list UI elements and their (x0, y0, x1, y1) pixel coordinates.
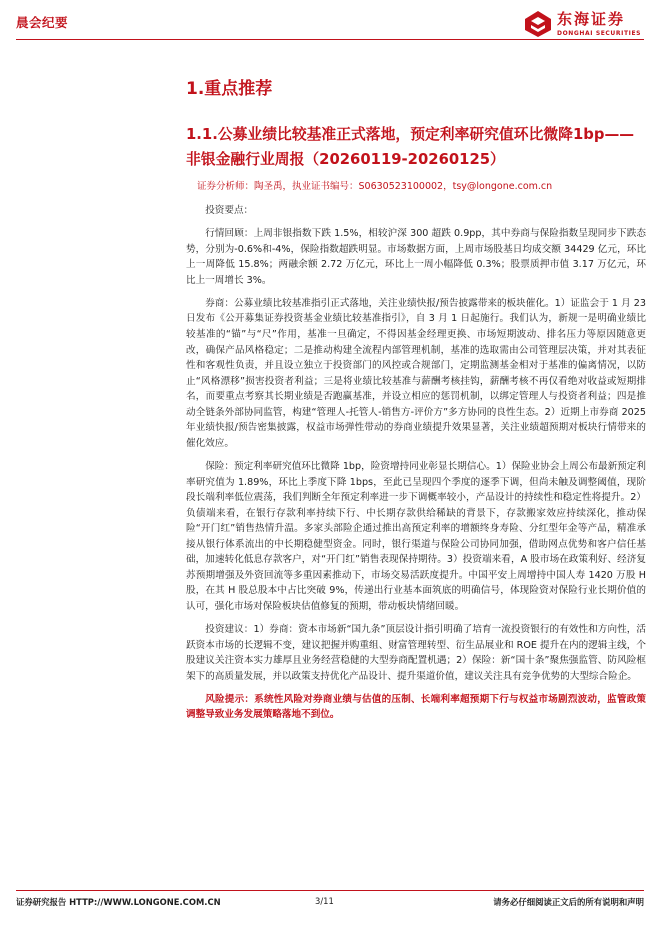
donghai-securities-logo (523, 8, 653, 42)
paragraph-market-review: 行情回顾：上周非银指数下跌 1.5%，相较沪深 300 超跌 0.9pp，其中券商与保险指数呈现同步下跌态势，分别为-0.6%和-4%，保险指数超跌明显。市场数据方面，上周市场股基日均成交额 34429 亿元，环比上一周降低 15.8%；两融余额 2.72 万亿元，环比上一周小幅降低 0.3%；股票质押市值 3.17 万亿元，环比上一周增长 3%。 (186, 228, 646, 286)
author-line: 证券分析师：陶圣禹，执业证书编号：S0630523100002，tsy@longone.com.cn (197, 181, 553, 192)
paragraph-key-points: 投资要点： (205, 205, 254, 216)
paragraph-insurance: 保险：预定利率研究值环比微降 1bp，险资增持同业彰显长期信心。1）保险业协会上周公布最新预定利率研究值为 1.89%，环比上季度下降 1bps，至此已呈现四个季度的逐季下调，但尚未触及调整阈值，现阶段长端利率低位震荡，我们判断全年预定利率进一步下调概率较小，产品设计的持续性和稳定性将提升。2）负债端来看，在银行存款利率持续下行、中长期存款供给稀缺的背景下，存款搬家效应持续深化，推动保险“开门红”销售热情升温。多家头部险企通过推出高预定利率的增额终身寿险、分红型年金等产品，精准承接从银行体系流出的中长期稳健型资金。同时，银行渠道与保险公司协同加强，借助网点优势和客户信任基础，加速转化低息存款客户，对“开门红”销售表现保持期待。3）投资端来看，A 股市场在政策利好、经济复苏预期增强及外资回流等多重因素推动下，市场交易活跃度提升。中国平安上周增持中国人寿 1420 万股 H 股，在其 H 股总股本中占比突破 9%，传递出行业基本面筑底的明确信号，体现险资对保险行业长期价值的认可，强化市场对保险板块估值修复的预期，带动板块情绪回暖。 (186, 460, 646, 612)
logo-english-name: DONGHAI SECURITIES (557, 30, 642, 37)
risk-warning-label: 风险提示： (205, 693, 255, 705)
risk-warning-text: 系统性风险对券商业绩与估值的压制、长端利率超预期下行与权益市场剧烈波动，监管政策调整导致业务发展策略落地不到位。 (186, 693, 647, 721)
footer-divider (16, 890, 644, 891)
footer-report-url: 证券研究报告 HTTP://WWW.LONGONE.COM.CN (16, 897, 221, 907)
logo-chinese-name: 东海证券 (557, 10, 626, 28)
report-type-title: 晨会纪要 (16, 15, 69, 30)
header-divider (16, 39, 644, 40)
page-number: 3/11 (315, 896, 334, 906)
paragraph-investment-advice: 投资建议：1）券商：资本市场新“国九条”顶层设计指引明确了培育一流投资银行的有效性和方向性，活跃资本市场的长逻辑不变，建议把握并购重组、财富管理转型、衍生品展业和 ROE 提升在内的逻辑主线，个股建议关注资本实力雄厚且业务经营稳健的大型券商配置机遇；2）保险：新“国十条”聚焦强监管、防风险框架下的高质量发展，并以政策支持优化产品设计、提升渠道价值，建议关注具有竞争优势的大型综合险企。 (186, 624, 646, 682)
section-title: 1.重点推荐 (186, 79, 273, 99)
article-body (186, 203, 646, 731)
footer-disclaimer: 请务必仔细阅读正文后的所有说明和声明 (493, 897, 644, 907)
logo-mark-icon (523, 10, 553, 38)
risk-warning (186, 692, 646, 723)
article-title: 1.1.公募业绩比较基准正式落地，预定利率研究值环比微降1bp——非银金融行业周报（20260119-20260125） (186, 126, 635, 168)
paragraph-brokerage: 券商：公募业绩比较基准指引正式落地，关注业绩快报/预告披露带来的板块催化。1）证监会于 1 月 23 日发布《公开募集证券投资基金业绩比较基准指引》，自 3 月 1 日起施行。我们认为，新规一是明确业绩比较基准的“锚”与“尺”作用，基准一旦确定，不得因基金经理更换、市场短期波动、排名压力等原因随意更改，确保产品风格稳定；二是推动构建全流程内部管理机制，基准的选取需由公司管理层决策，并对其表征性和客观性负责，并且设立独立于投资部门的风控或合规部门，定期监测基金相对于基准的偏离情况，以防止“风格漂移”损害投资者利益；三是将业绩比较基准与薪酬考核挂钩，薪酬考核不再仅看绝对收益或短期排名，而要重点考察其长期业绩是否跑赢基准，并设立相应的惩罚机制，以绑定管理人与投资者利益；四是推动全链条外部协同监管，构建“管理人-托管人-销售方-评价方”多方协同的良性生态。2）近期上市券商 2025 年业绩快报/预告密集披露，权益市场弹性带动的券商业绩提升效果显著，关注业绩超预期对板块行情带来的催化效应。 (186, 297, 646, 449)
